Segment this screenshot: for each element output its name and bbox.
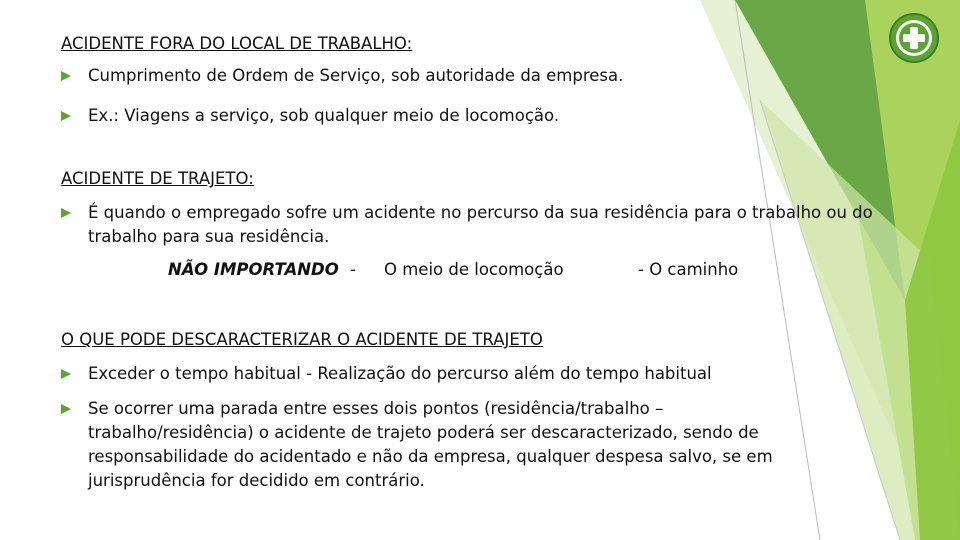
note-route: - O caminho [638, 260, 739, 279]
bullet-stop-between-points: Se ocorrer uma parada entre esses dois pontos (residência/trabalho – trabalho/residência) o acidente de trajeto poderá ser descaracterizado, sendo de responsabilidade do acidentado e não da empresa, qualquer despesa salvo, se em jurisprudência for decidido em contrário. [88, 397, 833, 493]
heading-mischaracterize: O QUE PODE DESCARACTERIZAR O ACIDENTE DE TRAJETO [61, 330, 543, 349]
note-dash: - [350, 260, 356, 279]
bullet-service-order: Cumprimento de Ordem de Serviço, sob autoridade da empresa. [88, 64, 808, 88]
note-not-mattering: NÃO IMPORTANDO [168, 260, 339, 279]
bullet-exceed-time: Exceder o tempo habitual - Realização do percurso além do tempo habitual [88, 362, 808, 386]
heading-commute-accident: ACIDENTE DE TRAJETO: [61, 169, 254, 188]
note-transport-means: O meio de locomoção [384, 260, 564, 279]
bullet-commute-definition: É quando o empregado sofre um acidente no percurso da sua residência para o trabalho ou do trabalho para sua residência. [88, 201, 888, 249]
heading-outside-workplace: ACIDENTE FORA DO LOCAL DE TRABALHO: [61, 34, 413, 53]
bullet-business-travel: Ex.: Viagens a serviço, sob qualquer meio de locomoção. [88, 104, 808, 128]
